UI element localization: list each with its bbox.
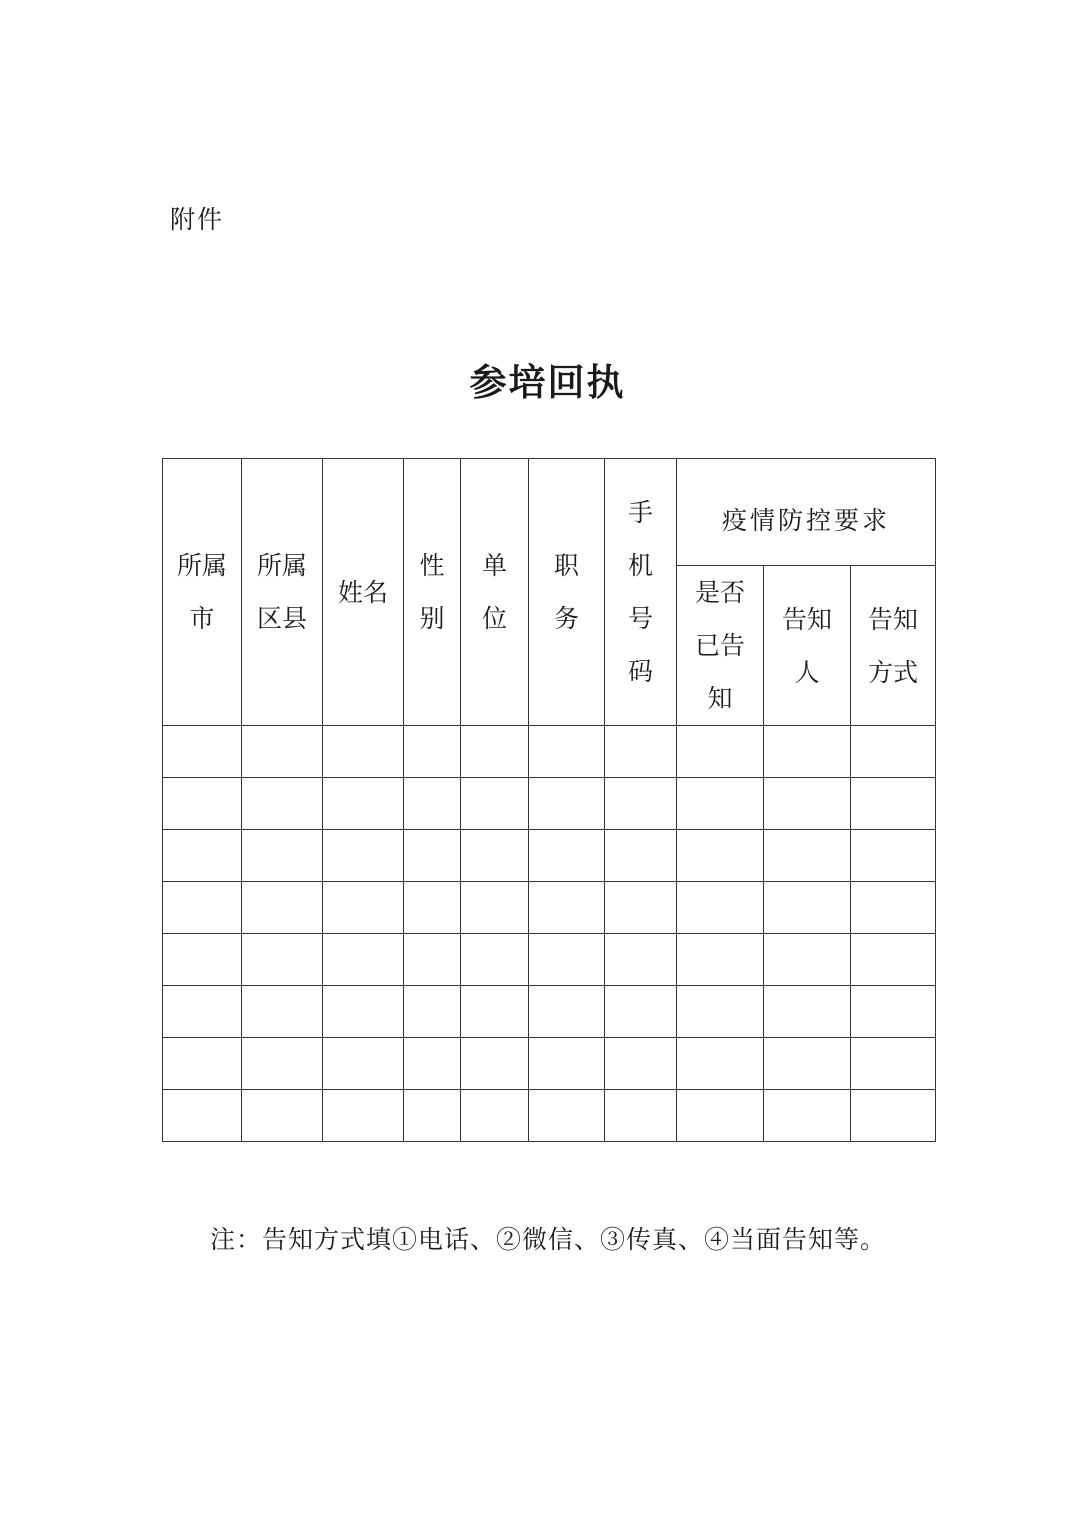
table-cell[interactable] bbox=[242, 778, 323, 830]
table-cell[interactable] bbox=[764, 778, 851, 830]
col-city: 所属市 bbox=[163, 459, 242, 726]
col-method: 告知方式 bbox=[851, 566, 936, 726]
table-cell[interactable] bbox=[677, 934, 764, 986]
table-cell[interactable] bbox=[605, 882, 677, 934]
table-cell[interactable] bbox=[323, 986, 404, 1038]
table-cell[interactable] bbox=[242, 934, 323, 986]
table-cell[interactable] bbox=[605, 726, 677, 778]
table-cell[interactable] bbox=[163, 830, 242, 882]
table-cell[interactable] bbox=[242, 1038, 323, 1090]
table-cell[interactable] bbox=[851, 934, 936, 986]
table-cell[interactable] bbox=[605, 1038, 677, 1090]
table-row bbox=[163, 986, 936, 1038]
table-cell[interactable] bbox=[163, 726, 242, 778]
table-cell[interactable] bbox=[529, 830, 605, 882]
table-cell[interactable] bbox=[242, 726, 323, 778]
table-cell[interactable] bbox=[163, 1038, 242, 1090]
table-cell[interactable] bbox=[529, 726, 605, 778]
table-row bbox=[163, 830, 936, 882]
table-cell[interactable] bbox=[323, 882, 404, 934]
table-cell[interactable] bbox=[323, 726, 404, 778]
table-cell[interactable] bbox=[323, 934, 404, 986]
page-title: 参培回执 bbox=[469, 361, 626, 404]
table-cell[interactable] bbox=[323, 1038, 404, 1090]
table-cell[interactable] bbox=[677, 778, 764, 830]
table-cell[interactable] bbox=[529, 1038, 605, 1090]
table-cell[interactable] bbox=[461, 1090, 529, 1142]
table-cell[interactable] bbox=[461, 1038, 529, 1090]
table-cell[interactable] bbox=[242, 882, 323, 934]
table-cell[interactable] bbox=[851, 830, 936, 882]
table-cell[interactable] bbox=[323, 778, 404, 830]
table-cell[interactable] bbox=[764, 986, 851, 1038]
table-cell[interactable] bbox=[163, 882, 242, 934]
table-cell[interactable] bbox=[677, 726, 764, 778]
table-cell[interactable] bbox=[529, 986, 605, 1038]
table-row bbox=[163, 934, 936, 986]
table-cell[interactable] bbox=[163, 986, 242, 1038]
table-cell[interactable] bbox=[677, 1038, 764, 1090]
table-cell[interactable] bbox=[677, 830, 764, 882]
col-unit: 单位 bbox=[461, 459, 529, 726]
table-cell[interactable] bbox=[764, 830, 851, 882]
table-cell[interactable] bbox=[529, 778, 605, 830]
table-cell[interactable] bbox=[242, 986, 323, 1038]
footnote: 注：告知方式填①电话、②微信、③传真、④当面告知等。 bbox=[210, 1225, 887, 1254]
table-cell[interactable] bbox=[605, 830, 677, 882]
table-cell[interactable] bbox=[605, 778, 677, 830]
table-cell[interactable] bbox=[163, 778, 242, 830]
table-row bbox=[163, 882, 936, 934]
table-cell[interactable] bbox=[764, 1038, 851, 1090]
table-cell[interactable] bbox=[851, 778, 936, 830]
table-cell[interactable] bbox=[764, 882, 851, 934]
table-cell[interactable] bbox=[461, 726, 529, 778]
table-cell[interactable] bbox=[851, 986, 936, 1038]
col-phone: 手机号码 bbox=[605, 459, 677, 726]
table-cell[interactable] bbox=[323, 830, 404, 882]
header-row-1 bbox=[163, 459, 936, 566]
table-cell[interactable] bbox=[764, 1090, 851, 1142]
table-cell[interactable] bbox=[851, 882, 936, 934]
table-cell[interactable] bbox=[605, 1090, 677, 1142]
table-cell[interactable] bbox=[851, 1038, 936, 1090]
table-cell[interactable] bbox=[677, 986, 764, 1038]
table-cell[interactable] bbox=[404, 778, 461, 830]
table-cell[interactable] bbox=[404, 1038, 461, 1090]
attachment-label: 附件 bbox=[170, 205, 225, 234]
col-informer: 告知人 bbox=[764, 566, 851, 726]
table-cell[interactable] bbox=[461, 934, 529, 986]
registration-table bbox=[162, 458, 936, 1142]
table-cell[interactable] bbox=[242, 1090, 323, 1142]
table-cell[interactable] bbox=[529, 934, 605, 986]
col-informed: 是否已告知 bbox=[677, 566, 764, 726]
table-cell[interactable] bbox=[404, 830, 461, 882]
table-cell[interactable] bbox=[764, 726, 851, 778]
col-position: 职务 bbox=[529, 459, 605, 726]
table-cell[interactable] bbox=[677, 1090, 764, 1142]
col-district: 所属区县 bbox=[242, 459, 323, 726]
table-cell[interactable] bbox=[163, 934, 242, 986]
table-row bbox=[163, 726, 936, 778]
table-cell[interactable] bbox=[851, 726, 936, 778]
table-cell[interactable] bbox=[677, 882, 764, 934]
table-cell[interactable] bbox=[851, 1090, 936, 1142]
table-cell[interactable] bbox=[529, 882, 605, 934]
table-cell[interactable] bbox=[404, 726, 461, 778]
table-cell[interactable] bbox=[605, 934, 677, 986]
table-cell[interactable] bbox=[404, 1090, 461, 1142]
table-cell[interactable] bbox=[461, 882, 529, 934]
table-cell[interactable] bbox=[323, 1090, 404, 1142]
table-cell[interactable] bbox=[461, 986, 529, 1038]
table-cell[interactable] bbox=[242, 830, 323, 882]
table-cell[interactable] bbox=[404, 882, 461, 934]
table-cell[interactable] bbox=[461, 778, 529, 830]
col-gender: 性别 bbox=[404, 459, 461, 726]
table-cell[interactable] bbox=[163, 1090, 242, 1142]
table-cell[interactable] bbox=[404, 986, 461, 1038]
table-row bbox=[163, 778, 936, 830]
col-name: 姓名 bbox=[323, 459, 404, 726]
col-epidemic-group: 疫情防控要求 bbox=[677, 459, 936, 566]
table-cell[interactable] bbox=[461, 830, 529, 882]
table-row bbox=[163, 1038, 936, 1090]
table-cell[interactable] bbox=[764, 934, 851, 986]
table-cell[interactable] bbox=[605, 986, 677, 1038]
table-cell[interactable] bbox=[529, 1090, 605, 1142]
table-cell[interactable] bbox=[404, 934, 461, 986]
table-row bbox=[163, 1090, 936, 1142]
